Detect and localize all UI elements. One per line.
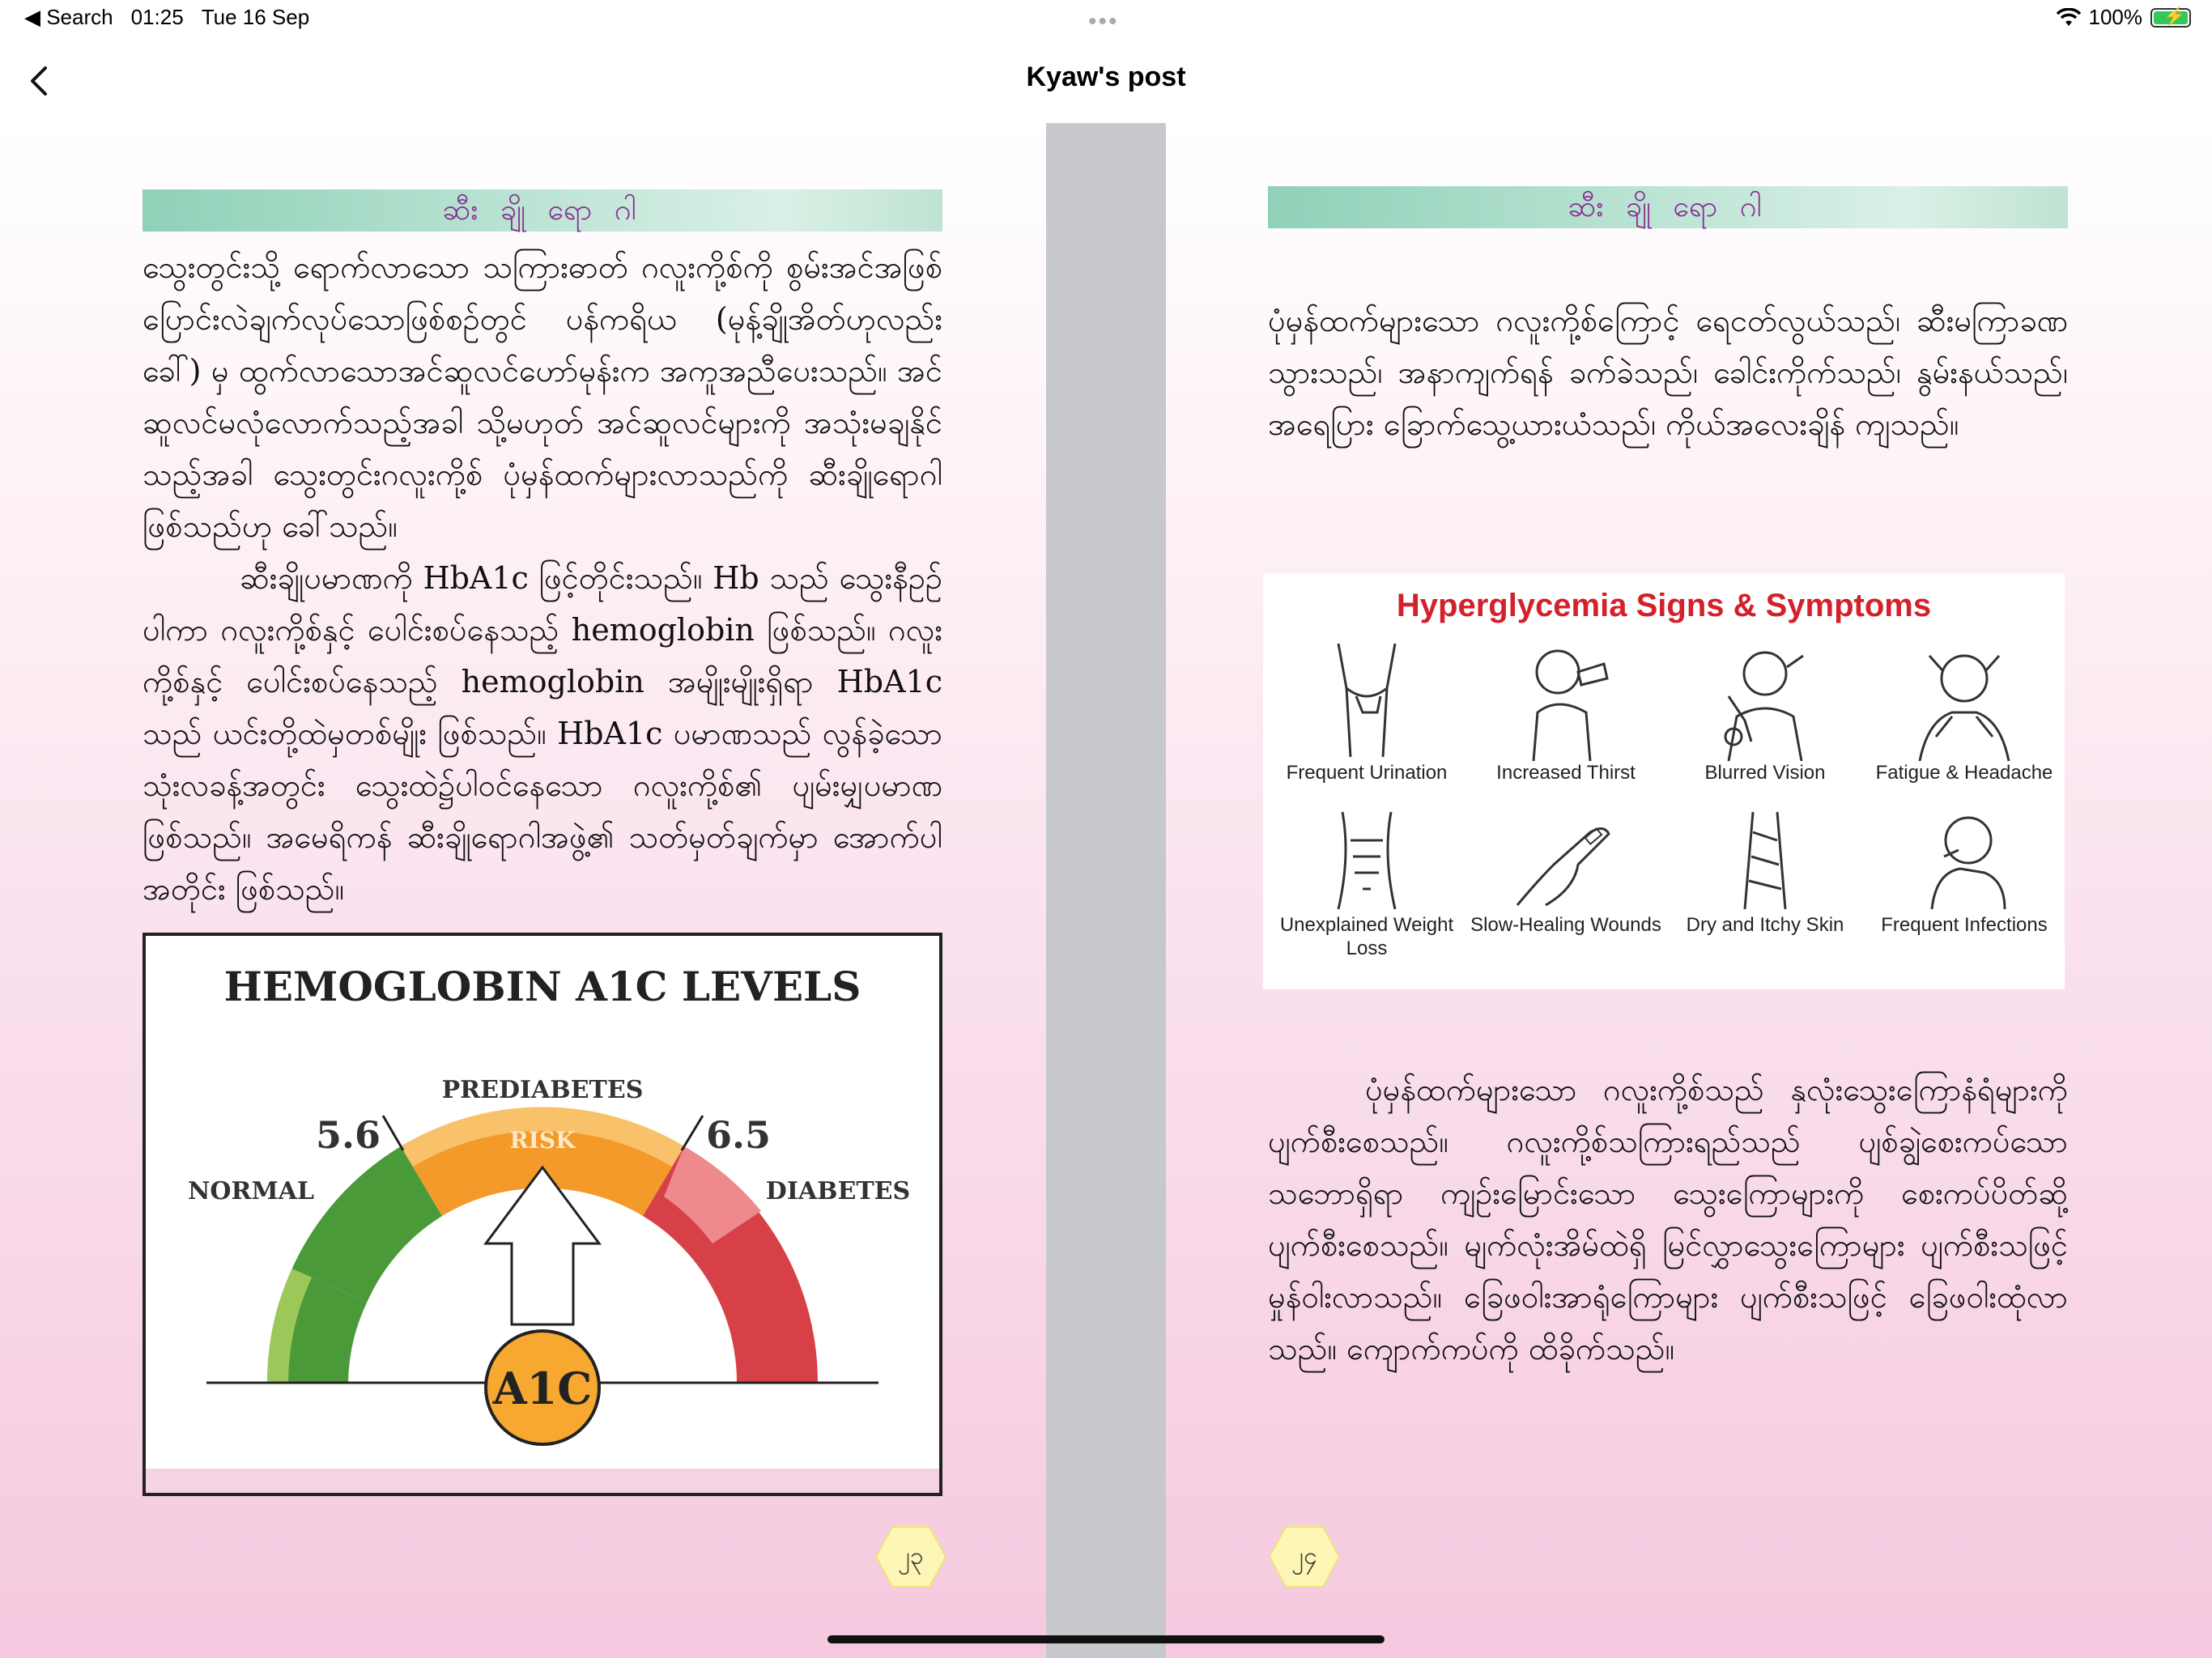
left-body-text — [143, 241, 942, 915]
symptom-fatigue-headache: Fatigue & Headache — [1869, 640, 2060, 784]
symptoms-title: Hyperglycemia Signs & Symptoms — [1396, 588, 1932, 623]
hyperglycemia-symptoms-figure — [1263, 573, 2065, 989]
page-number-right — [1268, 1525, 1341, 1588]
multitasking-dots[interactable]: ••• — [1088, 8, 1119, 35]
left-paragraph-1: သွေးတွင်းသို့ ရောက်လာသော သကြားဓာတ် ဂလူးကို့စ်ကို စွမ်းအင်အဖြစ် ပြောင်းလဲချက်လုပ်သောဖြစ်စဉ်တွင် ပန်ကရိယ (မုန့်ချိုအိတ်ဟုလည်းခေါ်) မှ ထွက်လာသောအင်ဆူလင်ဟော်မုန်းက အကူအညီပေးသည်။ အင်ဆူလင်မလုံလောက်သည့်အခါ သို့မဟုတ် အင်ဆူလင်များကို အသုံးမချနိုင်သည့်အခါ သွေးတွင်းဂလူးကို့စ် ပုံမှန်ထက်များလာသည်ကို ဆီးချိုရောဂါဖြစ်သည်ဟု ခေါ်သည်။ — [143, 249, 942, 544]
wifi-icon — [2057, 8, 2081, 28]
right-paragraph-1: ပုံမှန်ထက်များသော ဂလူးကို့စ်ကြောင့် ရေငတ်လွယ်သည်၊ ဆီးမကြာခဏသွားသည်၊ အနာကျက်ရန် ခက်ခဲသည်၊ ခေါင်းကိုက်သည်၊ နွမ်းနယ်သည်၊ အရေပြား ခြောက်သွေ့ယားယံသည်၊ ကိုယ်အလေးချိန် ကျသည်။ — [1268, 303, 2068, 442]
back-to-app-link[interactable]: ◀ Search — [24, 5, 113, 29]
urination-figure-icon — [1314, 640, 1419, 761]
threshold-line-normal — [383, 1116, 403, 1150]
itchy-arm-icon — [1712, 808, 1818, 913]
a1c-gauge-chart — [146, 936, 939, 1493]
home-indicator[interactable] — [827, 1635, 1385, 1643]
page-number-right-text: ၂၄ — [1291, 1542, 1317, 1571]
symptom-frequent-infections: Frequent Infections — [1869, 808, 2060, 937]
post-title: Kyaw's post — [1026, 62, 1186, 92]
book-gutter — [1046, 123, 1166, 1658]
symptom-frequent-urination: Frequent Urination — [1271, 640, 1462, 784]
status-bar — [0, 0, 2212, 39]
blurred-vision-figure-icon — [1712, 640, 1818, 761]
right-paragraph-2: ပုံမှန်ထက်များသော ဂလူးကို့စ်သည် နှလုံးသွေးကြောနံရံများကို ပျက်စီးစေသည်။ ဂလူးကို့စ်သကြားရည်သည် ပျစ်ချွဲစေးကပ်သော သဘောရှိရာ ကျဉ်းမြောင်းသော သွေးကြောများကို စေးကပ်ပိတ်ဆို့ ပျက်စီးစေသည်။ မျက်လုံးအိမ်ထဲရှိ မြင်လွှာသွေးကြောများ ပျက်စီးသဖြင့် မှုန်ဝါးလာသည်။ ခြေဖဝါးအာရုံကြောများ ပျက်စီးသဖြင့် ခြေဖဝါးထုံလာသည်။ ကျောက်ကပ်ကို ထိခိုက်သည်။ — [1268, 1072, 2068, 1367]
chapter-header-left: ဆီး ချို ရော ဂါ — [143, 189, 942, 232]
left-paragraph-2: ဆီးချိုပမာဏကို HbA1c ဖြင့်တိုင်းသည်။ Hb သည် သွေးနီဥဥ်ပါကာ ဂလူးကို့စ်နှင့် ပေါင်းစပ်နေသည့် hemoglobin ဖြစ်သည်။ ဂလူးကို့စ်နှင့် ပေါင်းစပ်နေသည့် hemoglobin အမျိုးမျိုးရှိရာ HbA1c သည် ယင်းတို့ထဲမှတစ်မျိုး ဖြစ်သည်။ HbA1c ပမာဏသည် လွန်ခဲ့သော သုံးလခန့်အတွင်း သွေးထဲ၌ပါဝင်နေသော ဂလူးကို့စ်၏ ပျမ်းမျှပမာဏ ဖြစ်သည်။ အမေရိကန် ဆီးချိုရောဂါအဖွဲ့၏ သတ်မှတ်ချက်မှာ အောက်ပါအတိုင်း ဖြစ်သည်။ — [143, 560, 942, 907]
wound-hand-icon — [1513, 808, 1619, 913]
chapter-header-right: ဆီး ချို ရော ဂါ — [1268, 186, 2068, 228]
page-number-left — [874, 1525, 947, 1588]
battery-icon — [2150, 5, 2191, 28]
nav-bar — [0, 39, 2212, 124]
risk-label: RISK — [509, 1127, 576, 1154]
page-number-left-text: ၂၃ — [898, 1542, 924, 1571]
coughing-figure-icon — [1912, 808, 2017, 913]
battery-percent: 100% — [2088, 5, 2142, 29]
status-time: 01:25 — [130, 5, 184, 29]
normal-label: NORMAL — [187, 1177, 315, 1205]
status-right — [2057, 5, 2192, 30]
a1c-chart-title: HEMOGLOBIN A1C LEVELS — [223, 963, 861, 1010]
symptom-weight-loss: Unexplained Weight Loss — [1271, 808, 1462, 960]
symptom-blurred-vision: Blurred Vision — [1670, 640, 1861, 784]
threshold-line-diabetes — [682, 1116, 703, 1150]
a1c-center-label: A1C — [492, 1363, 593, 1414]
figure-bottom-strip — [146, 1469, 939, 1493]
normal-threshold-value: 5.6 — [315, 1113, 381, 1157]
status-left — [24, 5, 309, 30]
symptom-increased-thirst: Increased Thirst — [1470, 640, 1661, 784]
prediabetes-label: PREDIABETES — [441, 1076, 644, 1104]
weight-loss-figure-icon — [1314, 808, 1419, 913]
diabetes-threshold-value: 6.5 — [705, 1113, 772, 1157]
symptom-slow-healing-wounds: Slow-Healing Wounds — [1470, 808, 1661, 937]
charging-icon: ⚡ — [2163, 5, 2186, 26]
diabetes-label: DIABETES — [765, 1177, 911, 1205]
thirst-figure-icon — [1513, 640, 1619, 761]
symptom-dry-itchy-skin: Dry and Itchy Skin — [1670, 808, 1861, 937]
a1c-levels-figure — [143, 933, 942, 1496]
status-date: Tue 16 Sep — [201, 5, 310, 29]
headache-figure-icon — [1912, 640, 2017, 761]
